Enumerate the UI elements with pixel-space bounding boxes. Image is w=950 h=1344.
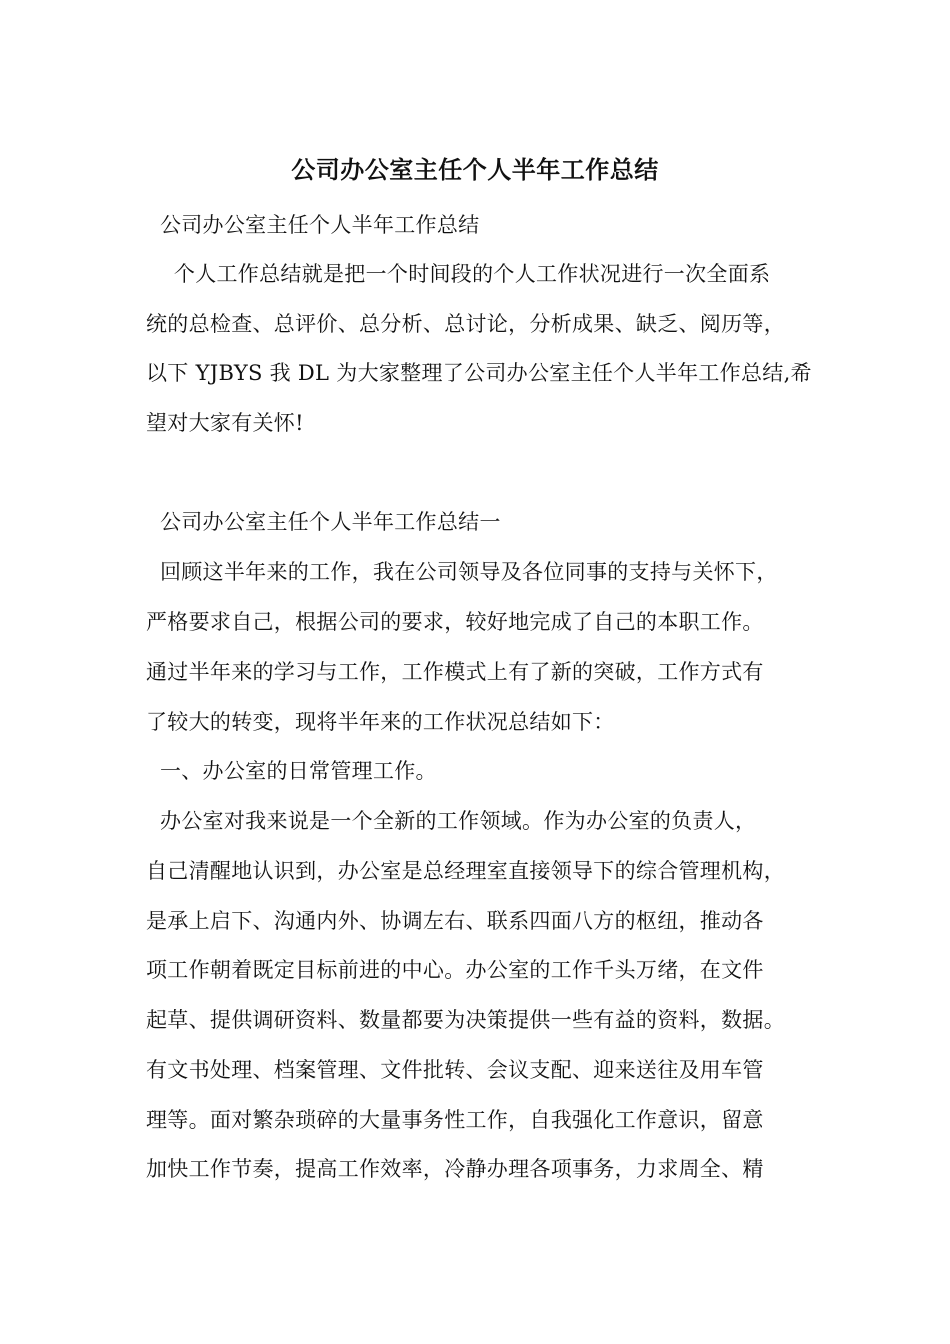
paragraph-line: 望对大家有关怀! — [146, 411, 304, 435]
paragraph-line: 是承上启下、沟通内外、协调左右、联系四面八方的枢纽，推动各 — [146, 909, 764, 933]
paragraph-line: 严格要求自己，根据公司的要求，较好地完成了自己的本职工作。 — [146, 610, 764, 634]
paragraph-line: 项工作朝着既定目标前进的中心。办公室的工作千头万绪，在文件 — [146, 958, 764, 982]
paragraph-line: 公司办公室主任个人半年工作总结 — [146, 213, 480, 237]
paragraph-line: 通过半年来的学习与工作，工作模式上有了新的突破，工作方式有 — [146, 660, 764, 684]
document-title: 公司办公室主任个人半年工作总结 — [291, 155, 659, 184]
section-heading: 一、办公室的日常管理工作。 — [146, 759, 437, 783]
paragraph-line: 了较大的转变，现将半年来的工作状况总结如下： — [146, 710, 615, 734]
section-heading: 公司办公室主任个人半年工作总结一 — [146, 510, 501, 534]
paragraph-line: 加快工作节奏，提高工作效率，冷静办理各项事务，力求周全、精 — [146, 1157, 764, 1181]
paragraph-line: 以下 YJBYS 我 DL 为大家整理了公司办公室主任个人半年工作总结,希 — [146, 361, 812, 385]
paragraph-line: 办公室对我来说是一个全新的工作领域。作为办公室的负责人， — [146, 809, 757, 833]
paragraph-line: 自己清醒地认识到，办公室是总经理室直接领导下的综合管理机构， — [146, 859, 785, 883]
paragraph-line: 有文书处理、档案管理、文件批转、会议支配、迎来送往及用车管 — [146, 1058, 764, 1082]
paragraph-line: 回顾这半年来的工作，我在公司领导及各位同事的支持与关怀下， — [146, 560, 778, 584]
paragraph-line: 个人工作总结就是把一个时间段的个人工作状况进行一次全面系 — [146, 262, 771, 286]
paragraph-line: 起草、提供调研资料、数量都要为决策提供一些有益的资料，数据。 — [146, 1008, 785, 1032]
paragraph-line: 统的总检查、总评价、总分析、总讨论，分析成果、缺乏、阅历等， — [146, 312, 785, 336]
paragraph-line: 理等。面对繁杂琐碎的大量事务性工作，自我强化工作意识，留意 — [146, 1108, 764, 1132]
